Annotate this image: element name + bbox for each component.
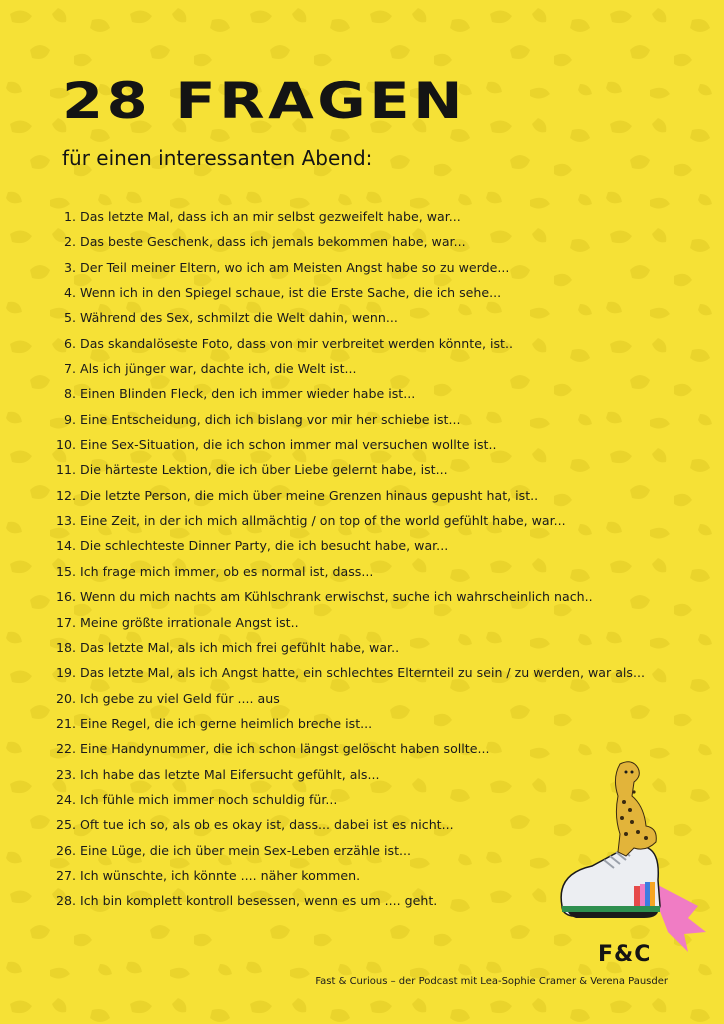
question-number: 22. — [55, 741, 76, 757]
question-item — [48, 305, 688, 330]
question-number: 14. — [55, 538, 76, 554]
page-title: 28 FRAGEN — [62, 72, 467, 130]
question-text: Das letzte Mal, dass ich an mir selbst gezweifelt habe, war... — [80, 209, 461, 224]
question-number: 20. — [55, 690, 76, 706]
question-number: 19. — [55, 665, 76, 681]
question-text: Eine Sex-Situation, die ich schon immer mal versuchen wollte ist.. — [80, 437, 497, 453]
question-number: 11. — [55, 462, 76, 478]
question-item — [48, 255, 688, 280]
question-text: Als ich jünger war, dachte ich, die Welt ist... — [80, 361, 357, 377]
question-text: Ich bin komplett kontroll besessen, wenn es um .... geht. — [80, 893, 438, 909]
question-text: Einen Blinden Fleck, den ich immer wieder habe ist... — [80, 386, 416, 402]
question-item — [48, 533, 688, 558]
question-text: Oft tue ich so, als ob es okay ist, dass... dabei ist es nicht... — [80, 817, 454, 833]
question-text: Ich frage mich immer, ob es normal ist, dass... — [80, 563, 374, 579]
footer-credit: Fast & Curious – der Podcast mit Lea-Sophie Cramer & Verena Pausder — [315, 976, 668, 987]
question-text: Das letzte Mal, als ich mich frei gefühlt habe, war.. — [80, 639, 400, 655]
question-text: Wenn ich in den Spiegel schaue, ist die Erste Sache, die ich sehe... — [80, 285, 502, 301]
question-item — [48, 660, 688, 685]
question-number: 13. — [55, 513, 76, 529]
question-text: Ich gebe zu viel Geld für .... aus — [80, 690, 280, 706]
question-item — [48, 432, 688, 457]
question-item — [48, 686, 688, 711]
question-number: 8. — [63, 386, 76, 402]
question-number: 24. — [55, 791, 76, 807]
question-item — [48, 204, 688, 229]
question-item — [48, 407, 688, 432]
cheetah-on-sneaker-illustration — [548, 756, 708, 956]
question-number: 10. — [55, 437, 76, 453]
question-item — [48, 457, 688, 482]
question-number: 12. — [55, 487, 76, 503]
question-number: 26. — [55, 842, 76, 858]
question-item — [48, 280, 688, 305]
question-item — [48, 559, 688, 584]
question-text: Eine Regel, die ich gerne heimlich breche ist... — [80, 715, 373, 731]
question-number: 16. — [55, 589, 76, 605]
question-number: 15. — [55, 563, 76, 579]
question-item — [48, 584, 688, 609]
question-number: 17. — [55, 614, 76, 630]
question-text: Eine Handynummer, die ich schon längst gelöscht haben sollte... — [80, 741, 490, 757]
question-number: 7. — [63, 361, 76, 377]
question-item — [48, 610, 688, 635]
question-text: Meine größte irrationale Angst ist.. — [80, 614, 299, 630]
question-text: Ich habe das letzte Mal Eifersucht gefühlt, als... — [80, 766, 380, 782]
question-item — [48, 331, 688, 356]
question-text: Das skandalöseste Foto, dass von mir verbreitet werden könnte, ist.. — [80, 335, 513, 351]
brand-logo: F&C — [598, 942, 652, 967]
question-item — [48, 229, 688, 254]
question-text: Der Teil meiner Eltern, wo ich am Meisten Angst habe so zu werde... — [80, 259, 510, 275]
question-number: 3. — [63, 259, 76, 275]
question-number: 21. — [55, 715, 76, 731]
question-item — [48, 508, 688, 533]
question-number: 9. — [63, 411, 76, 427]
question-item — [48, 356, 688, 381]
question-number: 18. — [55, 639, 76, 655]
question-text: Das letzte Mal, als ich Angst hatte, ein schlechtes Elternteil zu sein / zu werden, war als... — [80, 665, 645, 681]
question-text: Das beste Geschenk, dass ich jemals bekommen habe, war... — [80, 234, 466, 250]
question-item — [48, 711, 688, 736]
question-text: Wenn du mich nachts am Kühlschrank erwischst, suche ich wahrscheinlich nach.. — [80, 589, 593, 605]
question-number: 27. — [55, 867, 76, 883]
question-number: 4. — [63, 285, 76, 301]
question-number: 5. — [63, 310, 76, 326]
question-number: 2. — [63, 234, 76, 250]
question-item — [48, 635, 688, 660]
question-text: Ich wünschte, ich könnte .... näher kommen. — [80, 867, 361, 883]
question-number: 23. — [55, 766, 76, 782]
question-text: Eine Entscheidung, dich ich bislang vor mir her schiebe ist... — [80, 411, 461, 427]
question-number: 25. — [55, 817, 76, 833]
question-number: 28. — [55, 893, 76, 909]
question-item — [48, 483, 688, 508]
question-text: Die härteste Lektion, die ich über Liebe gelernt habe, ist... — [80, 462, 448, 478]
question-text: Während des Sex, schmilzt die Welt dahin, wenn... — [80, 310, 398, 326]
question-item — [48, 381, 688, 406]
question-text: Ich fühle mich immer noch schuldig für... — [80, 791, 338, 807]
question-text: Die letzte Person, die mich über meine Grenzen hinaus gepusht hat, ist.. — [80, 487, 539, 503]
question-text: Die schlechteste Dinner Party, die ich besucht habe, war... — [80, 538, 449, 554]
question-number: 6. — [63, 335, 76, 351]
question-text: Eine Lüge, die ich über mein Sex-Leben erzähle ist... — [80, 842, 412, 858]
question-text: Eine Zeit, in der ich mich allmächtig / on top of the world gefühlt habe, war... — [80, 513, 566, 529]
question-number: 1. — [63, 209, 76, 224]
page-subtitle: für einen interessanten Abend: — [62, 146, 373, 170]
